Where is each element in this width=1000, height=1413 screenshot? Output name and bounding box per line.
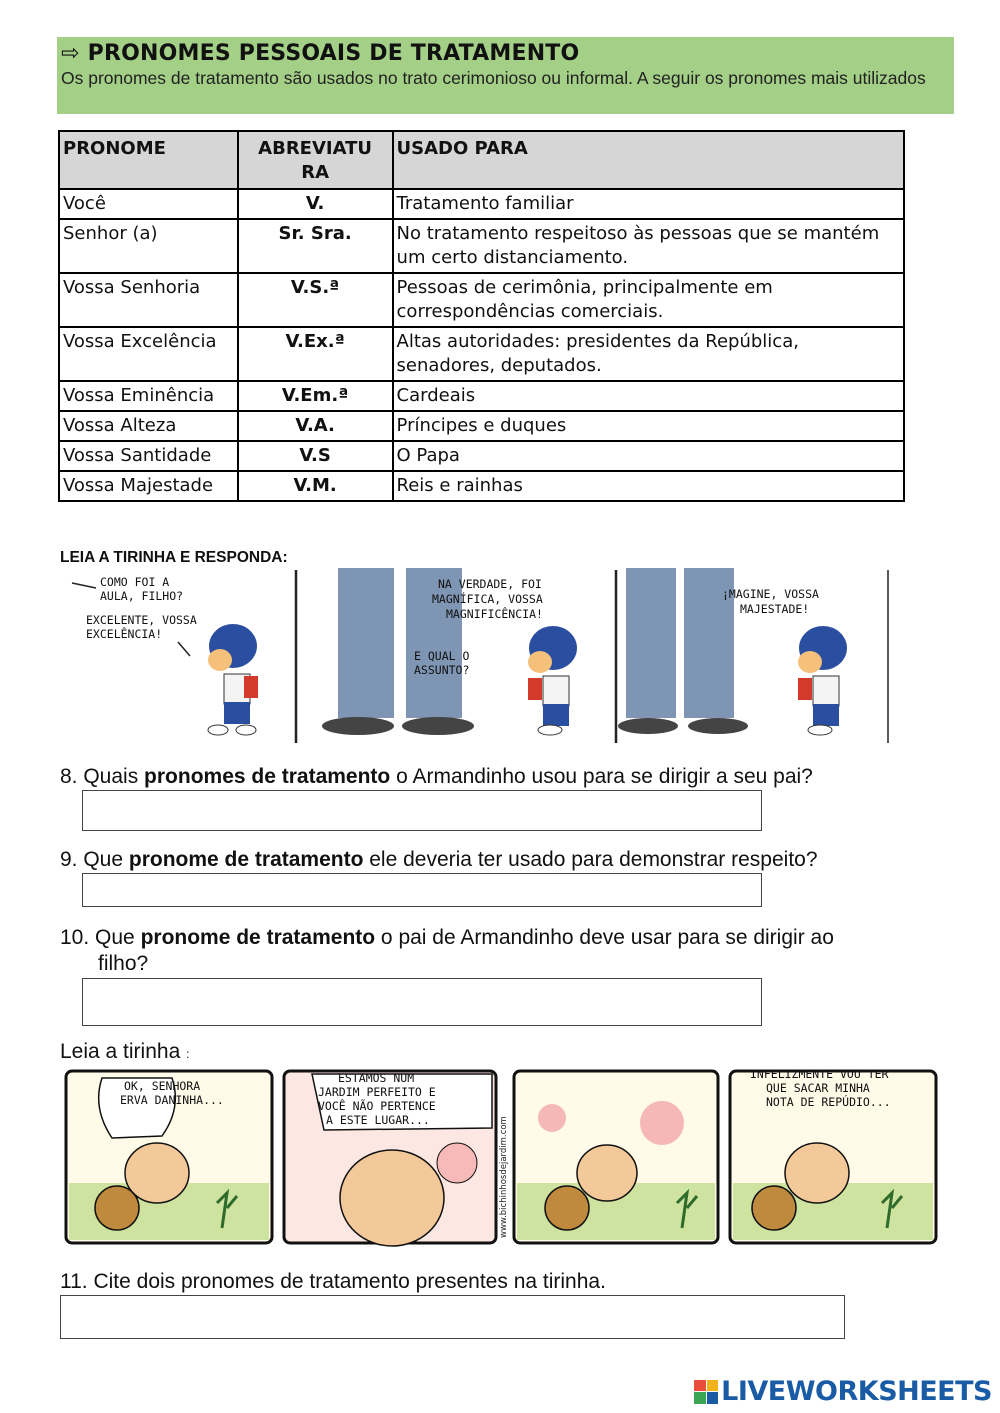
s2-p4-line3: NOTA DE REPÚDIO... (766, 1095, 891, 1109)
table-row (59, 381, 904, 411)
cell-abreviatura: V.S.ª (238, 273, 393, 327)
liveworksheets-logo-icon (694, 1380, 718, 1404)
cell-pronome: Vossa Majestade (59, 471, 238, 501)
comic-panel (514, 1071, 718, 1243)
leia-colon: : (186, 1047, 190, 1061)
answer-box-11[interactable] (60, 1295, 845, 1339)
strip2-instruction (60, 1040, 189, 1064)
table-row (59, 189, 904, 219)
cell-usado-para: Reis e rainhas (393, 471, 904, 501)
s2-p1-line1: OK, SENHORA (124, 1079, 201, 1093)
q8-number: 8. Quais (60, 765, 145, 788)
cell-usado-para: Pessoas de cerimônia, principalmente em correspondências comerciais. (393, 273, 904, 327)
cell-pronome: Você (59, 189, 238, 219)
table-row (59, 411, 904, 441)
s2-p2-line3: VOCÊ NÃO PERTENCE (318, 1099, 436, 1113)
comic-panel (284, 1071, 509, 1246)
table-row (59, 327, 904, 381)
p2-line1: NA VERDADE, FOI (438, 577, 542, 591)
cell-pronome: Vossa Senhoria (59, 273, 238, 327)
strip-credit: www.bichinhosdejardim.com (499, 1116, 509, 1238)
q9-bold: pronome de tratamento (128, 848, 364, 871)
cell-usado-para: O Papa (393, 441, 904, 471)
flower (437, 1143, 477, 1183)
p2-line2: MAGNÍFICA, VOSSA (432, 592, 543, 606)
flower (640, 1101, 684, 1145)
s2-p2-line4: A ESTE LUGAR... (326, 1113, 430, 1127)
q10-number: 10. Que (60, 926, 141, 949)
cell-usado-para: Príncipes e duques (393, 411, 904, 441)
q9-number: 9. Que (60, 848, 129, 871)
cell-usado-para: No tratamento respeitoso às pessoas que se mantém um certo distanciamento. (393, 219, 904, 273)
s2-p4-line2: QUE SACAR MINHA (766, 1081, 870, 1095)
pronoun-table (58, 130, 905, 502)
comic-panel (66, 1071, 272, 1243)
q10-rest: o pai de Armandinho deve usar para se dirigir ao (375, 926, 834, 949)
answer-box-8[interactable] (82, 790, 762, 831)
table-row (59, 219, 904, 273)
cell-usado-para: Altas autoridades: presidentes da República, senadores, deputados. (393, 327, 904, 381)
brand-logo[interactable] (694, 1376, 992, 1407)
snail-shell (752, 1186, 796, 1230)
armandinho-figure (208, 624, 258, 735)
cell-abreviatura: V.Em.ª (238, 381, 393, 411)
strip1-instruction: LEIA A TIRINHA E RESPONDA: (60, 549, 288, 566)
p1-line4: EXCELÊNCIA! (86, 627, 163, 641)
q10-line2: filho? (98, 952, 149, 975)
cell-usado-para: Cardeais (393, 381, 904, 411)
comic-strip-armandinho (58, 568, 890, 743)
flower (538, 1104, 566, 1132)
table-header-row (59, 131, 904, 189)
cell-abreviatura: V.Ex.ª (238, 327, 393, 381)
table-row (59, 273, 904, 327)
p3-line1: ¡MAGINE, VOSSA (722, 587, 819, 601)
q8-bold: pronomes de tratamento (144, 765, 391, 788)
p2-line4: E QUAL O (414, 649, 470, 663)
snail-head (577, 1145, 637, 1201)
col-header-usado-para: USADO PARA (393, 131, 904, 189)
table-row (59, 441, 904, 471)
q8-rest: o Armandinho usou para se dirigir a seu pai? (390, 765, 813, 788)
cell-pronome: Vossa Alteza (59, 411, 238, 441)
cell-abreviatura: V. (238, 189, 393, 219)
p3-line2: MAJESTADE! (740, 602, 810, 616)
comic-panel (730, 1068, 936, 1243)
cell-abreviatura: V.A. (238, 411, 393, 441)
question-11: 11. Cite dois pronomes de tratamento presentes na tirinha. (60, 1270, 606, 1293)
p1-line2: AULA, FILHO? (100, 589, 184, 603)
cell-abreviatura: V.M. (238, 471, 393, 501)
snail-head (785, 1143, 849, 1203)
p1-line3: EXCELENTE, VOSSA (86, 613, 197, 627)
cell-pronome: Vossa Eminência (59, 381, 238, 411)
leia-text: Leia a tirinha (60, 1040, 187, 1063)
comic-strip-snail (62, 1068, 940, 1248)
col-header-pronome: PRONOME (59, 131, 238, 189)
col-header-abreviatura: ABREVIATU RA (238, 131, 393, 189)
snail-shell (95, 1186, 139, 1230)
question-9 (60, 847, 818, 873)
answer-box-10[interactable] (82, 978, 762, 1026)
p1-line1: COMO FOI A (100, 575, 170, 589)
arrow-right-icon: ⇨ (61, 41, 80, 66)
p2-line5: ASSUNTO? (414, 663, 470, 677)
snail-head (340, 1150, 444, 1246)
cell-pronome: Senhor (a) (59, 219, 238, 273)
cell-pronome: Vossa Santidade (59, 441, 238, 471)
header-description: Os pronomes de tratamento são usados no trato cerimonioso ou informal. A seguir os pronomes mais utilizados (61, 68, 926, 88)
cell-abreviatura: Sr. Sra. (238, 219, 393, 273)
page-title (61, 40, 950, 68)
q9-rest: ele deveria ter usado para demonstrar respeito? (363, 848, 818, 871)
s2-p2-line1: ESTAMOS NUM (338, 1071, 415, 1085)
question-10 (60, 925, 834, 977)
armandinho-figure (798, 626, 847, 735)
cell-pronome: Vossa Excelência (59, 327, 238, 381)
s2-p2-line2: JARDIM PERFEITO E (318, 1085, 436, 1099)
p2-line3: MAGNIFICÊNCIA! (446, 607, 543, 621)
answer-box-9[interactable] (82, 873, 762, 907)
cell-abreviatura: V.S (238, 441, 393, 471)
speech-tail (178, 642, 190, 656)
s2-p1-line2: ERVA DANINHA... (120, 1093, 224, 1107)
s2-p4-line1: INFELIZMENTE VOU TER (750, 1068, 889, 1081)
brand-name: LIVEWORKSHEETS (721, 1376, 992, 1407)
page-title-text: PRONOMES PESSOAIS DE TRATAMENTO (87, 41, 580, 66)
header-box (57, 37, 954, 114)
snail-shell (545, 1186, 589, 1230)
q10-bold: pronome de tratamento (140, 926, 376, 949)
question-8 (60, 764, 813, 790)
table-row (59, 471, 904, 501)
speech-tail (72, 583, 96, 588)
cell-usado-para: Tratamento familiar (393, 189, 904, 219)
armandinho-figure (528, 626, 577, 735)
